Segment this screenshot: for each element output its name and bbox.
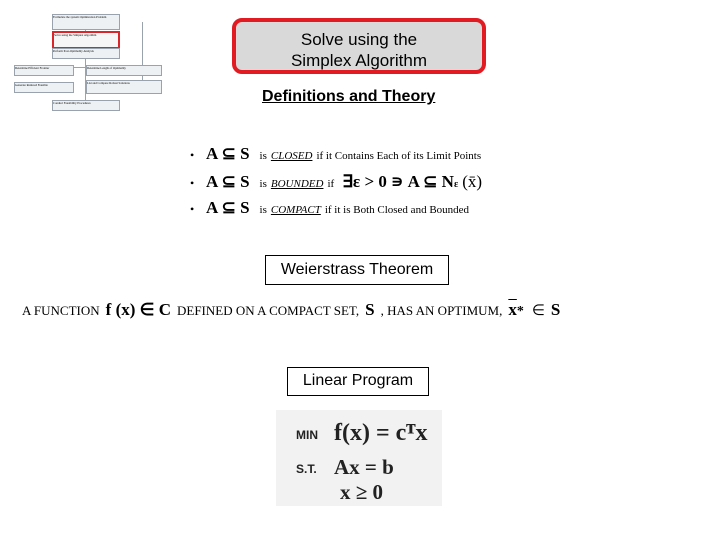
set-expression: A ⊆ S (206, 198, 250, 217)
flowchart-box: List and Compare Robust Solutions (86, 80, 162, 94)
optimum-x: $\overline{x}$ (508, 300, 517, 319)
is-text: is (259, 178, 267, 190)
bullet-dot: • (190, 202, 195, 216)
linear-program-image (276, 410, 442, 506)
bullet-dot: • (190, 148, 195, 162)
statement-text: A FUNCTION (22, 303, 100, 318)
title-line-2: Simplex Algorithm (290, 51, 428, 70)
definition-text: if it Contains Each of its Limit Points (316, 150, 482, 162)
is-text: is (259, 204, 267, 216)
bullet-dot: • (190, 176, 195, 190)
epsilon-subscript: ε (453, 179, 459, 190)
term-compact: COMPACT (270, 204, 321, 216)
set-expression: A ⊆ S (206, 144, 250, 163)
flowchart-thumbnail (12, 12, 162, 112)
set-expression: A ⊆ S (206, 172, 250, 191)
flowchart-box: Generate Reduced Feasible (14, 82, 74, 93)
statement-text: DEFINED ON A COMPACT SET, (176, 303, 360, 318)
element-of-symbol: ∈ (531, 303, 545, 319)
term-bounded: BOUNDED (270, 178, 324, 190)
weierstrass-heading: Weierstrass Theorem (265, 255, 449, 285)
st-label: S.T. (296, 462, 317, 476)
flowchart-box: Conduct Feasibility Procedures (52, 100, 120, 111)
function-expression: f (x) ∈ C (105, 300, 171, 319)
set-symbol: S (365, 300, 375, 319)
bounded-condition: ∃ε > 0 ∍ A ⊆ N (342, 172, 454, 191)
optimum-star: * (516, 304, 524, 319)
objective-function: f(x) = cᵀx (334, 420, 428, 446)
flowchart-box: Determine Efficient Frontier (14, 65, 74, 76)
flowchart-box: Formulate the system Optimization Problem (52, 14, 120, 30)
flowchart-box: Determine Length of Optimality (86, 65, 162, 76)
weierstrass-statement (22, 300, 566, 320)
slide-title (232, 18, 486, 74)
term-closed: CLOSED (270, 150, 313, 162)
title-line-1: Solve using the (300, 30, 418, 49)
equality-constraint: Ax = b (334, 455, 394, 479)
section-heading: Definitions and Theory (262, 88, 436, 105)
min-label: MIN (296, 428, 318, 442)
flowchart-box: Perform Post-Optimality Analysis (52, 48, 120, 59)
definition-closed (190, 144, 481, 164)
definition-bounded (190, 172, 486, 192)
set-symbol: S (550, 300, 561, 319)
definition-text: if it is Both Closed and Bounded (324, 204, 470, 216)
linear-program-heading: Linear Program (287, 367, 429, 396)
is-text: is (259, 150, 267, 162)
if-text: if (327, 178, 335, 190)
neighborhood-argument: (x̄) (462, 172, 483, 191)
nonnegativity-constraint: x ≥ 0 (340, 480, 384, 504)
flowchart-box-highlighted: Solve using the Simplex Algorithm (52, 31, 120, 49)
definition-compact (190, 198, 469, 218)
statement-text: , HAS AN OPTIMUM, (380, 303, 503, 318)
